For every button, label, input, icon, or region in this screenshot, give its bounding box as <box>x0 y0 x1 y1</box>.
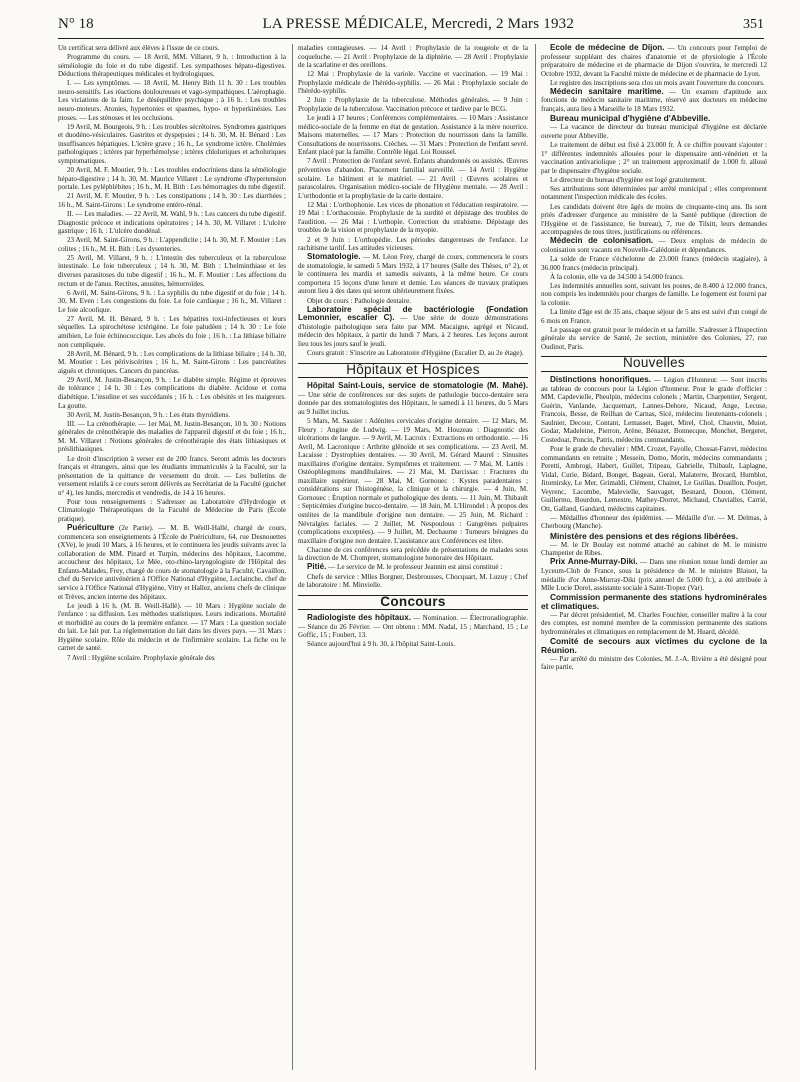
paragraph: Le traitement de début est fixé à 23.000 fr. À ce chiffre pouvant s'ajouter : 1° différentes indemnités allouées pour le dispensaire anti-vénérien et la vaccination antivariolique ; 2° un traitement approximatif de 1.000 fr. alloué par le dispensaire d'hygiène sociale. <box>541 140 767 175</box>
paragraph: Ses attributions sont déterminées par arrêté municipal ; elles comprennent notamment l'inspection médicale des écoles. <box>541 184 767 202</box>
article-paragraph <box>541 237 767 254</box>
article-heading: École de médecine de Dijon. <box>550 44 665 52</box>
journal-title: LA PRESSE MÉDICALE, Mercredi, 2 Mars 1932 <box>262 16 575 32</box>
paragraph: 7 Avril : Protection de l'enfant sevré. Enfants abandonnés ou assistés. Œuvres préventives d'abandon. Placement familial surveillé. — 14 Avril : Hygiène scolaire. Le bâtiment et le matériel. — 21 Avril : Œuvres scolaires et parascolaires. Organisation médico-sociale de l'Hygiène mentale. — 28 Avril : L'orthodontie et la prophylaxie de la carie dentaire. <box>298 157 528 200</box>
paragraph: 30 Avril, M. Justin-Besançon, 9 h. : Les états thyroïdiens. <box>67 410 231 419</box>
column-left <box>58 44 286 1074</box>
paragraph: Cours gratuit : S'inscrire au Laboratoire d'Hygiène (Escalier D, au 2e étage). <box>307 349 524 358</box>
article-heading: Distinctions honorifiques. <box>550 375 651 384</box>
column-middle <box>298 44 528 1074</box>
paragraph: II. — Les maladies. — 22 Avril, M. Wahl, 9 h. : Les cancers du tube digestif. Diagnostic précoce et indications opératoires ; 14 h. 30, M. Villaret : L'ulcère gastrique ; 16 h. : L'ulcère duodénal. <box>58 209 286 236</box>
issue-number: N° 18 <box>58 16 94 32</box>
paragraph: 27 Avril, M. H. Bénard, 9 h. : Les hépatites toxi-infectieuses et leurs séquelles. La spirochétose ictérigène. Le foie paludéen ; 14 h. 30 : Le foie amibien, Le foie échinococcique. Les abcès du foie ; 16 h. : La lithiase biliaire non compliquée. <box>58 314 286 349</box>
article-paragraph <box>298 306 528 349</box>
article-text: — Le service de M. le professeur Jeannin est ainsi constitué : <box>326 563 503 572</box>
paragraph: 21 Avril, M. F. Moutier, 9 h. : Les constipations ; 14 h. 30 : Les diarrhées ; 16 h., M. Saint-Girons : Le syndrome entéro-rénal. <box>58 192 286 209</box>
article-heading: Prix Anne-Murray-Diki. <box>550 557 638 567</box>
section-heading: Concours <box>298 595 528 611</box>
header-rule <box>58 38 764 39</box>
paragraph: — Par arrêté du ministre des Colonies, M. J.-A. Rivière a été désigné pour faire partie, <box>541 654 767 672</box>
paragraph: Séance aujourd'hui à 9 h. 30, à l'hôpital Saint-Louis. <box>307 640 456 649</box>
paragraph: À la colonie, elle va de 34.500 à 54.000 francs. <box>550 272 684 281</box>
article-heading: Comité de secours aux victimes du cyclone de la Réunion. <box>541 636 767 655</box>
article-heading: Médecin de colonisation. <box>550 236 654 246</box>
page-number: 351 <box>742 17 764 32</box>
paragraph: Le jeudi à 16 h. (M. B. Weill-Hallé). — 10 Mars : Hygiène sociale de l'enfance : sa diffusion. Les méthodes statistiques. Leurs indications. Mortalité et morbidité au cours de la première enfance. — 17 Mars : La question sociale du lait. Le lait pur. La réglementation du lait dans les divers pays. — 31 Mars : Hygiène scolaire. Rôle du médecin et de l'infirmière scolaire. La fiche ou le carnet de santé. <box>58 601 286 653</box>
article-paragraph <box>298 563 528 572</box>
paragraph: Objet du cours : Pathologie dentaire. <box>307 296 412 305</box>
paragraph: 12 Mai : Prophylaxie de la variole. Vaccine et vaccination. — 19 Mai : Prophylaxie médicale de l'hérédo-syphilis. — 26 Mai : Prophylaxie sociale de l'hérédo-syphilis. <box>298 70 528 96</box>
paragraph: 6 Avril, M. Saint-Girons, 9 h. : La syphilis du tube digestif et du foie ; 14 h. 30, M. Even : Les congestions du foie. Le foie cardiaque ; 16 h., M. Villaret : Le foie alcoolique. <box>58 288 286 314</box>
article-heading: Puériculture <box>67 523 115 533</box>
paragraph: Chacune de ces conférences sera précédée de présentations de malades sous la direction de M. Chompret, stomatologiste honoraire des Hôpitaux. <box>298 545 528 563</box>
paragraph: III. — La crénothérapie. — 1er Mai, M. Justin-Besançon, 10 h. 30 : Notions générales de crénothérapie des maladies de l'appareil digestif et du foie ; 16 h., M. M. Villaret : Notions générales de crénothérapie des états lithiasiques et préslithiasiques. <box>58 419 286 454</box>
article-heading: Médecin sanitaire maritime. <box>550 86 664 96</box>
article-heading: Pitié. <box>307 562 327 572</box>
paragraph: 20 Avril, M. F. Moutier, 9 h. : Les troubles endocriniens dans la séméiologie hépato-digestive ; 14 h. 30, M. Maurice Villaret : Le syndrome d'hypertension portale. Les pyléphlébites ; 16 h., M. H. Bith : Les hémorragies du tube digestif. <box>58 166 286 192</box>
paragraph: Le droit d'inscription à verser est de 200 francs. Seront admis les docteurs français et étrangers, ainsi que les étudiants immatriculés à la Faculté, sur la présentation de la quittance de versement du droit. — Les bulletins de versement relatifs à ce cours seront délivrés au Secrétariat de la Faculté (guichet n° 4), les lundis, mercredis et vendredis, de 14 à 16 heures. <box>58 454 286 497</box>
paragraph: I. — Les symptômes. — 18 Avril, M. Henry Bith 11 h. 30 : Les troubles neuro-sensitifs. Les réactions douloureuses et vago-sympathiques. L'aérophagie. Les viciations de la faim. Le déséquilibre psychique ; à 16 h. : Les troubles neuro-moteurs. Atonies, hypertonies et spasmes, hypo- et hyperkinésies. Les ptoses. — Les sténoses et les occlusions. <box>58 79 286 122</box>
article-heading: Radiologiste des hôpitaux. <box>307 613 411 623</box>
article-paragraph <box>58 524 286 601</box>
article-text: — Dans une réunion tenue lundi dernier au Lyceum-Club de France, sous la présidence de M. le ministre Blaisot, la médaille d'or Anne-Murray-Diki (prix annuel de 5.000 fr.), a été attribuée à Mlle Lucie Dorel, assistante sociale à Saint-Tropez (Var). <box>541 558 767 593</box>
paragraph: La limite d'âge est de 35 ans, chaque séjour de 5 ans est suivi d'un congé de 6 mois en France. <box>541 308 767 325</box>
article-text: — Nomination. — Électroradiographie. — Séance du 26 Février. — Ont obtenu : MM. Nadal, 15 ; Marchand, 15 ; Le Goffic, 15 ; Foubert, 13. <box>298 614 528 640</box>
section-heading: Nouvelles <box>541 356 767 372</box>
article-text: — Un examen d'aptitude aux fonctions de médecin sanitaire maritime, réservé aux docteurs en médecine français, aura lieu à Marseille le 18 Mars 1932. <box>541 87 767 114</box>
article-heading: Commission permanente des stations hydrominérales et climatiques. <box>541 592 767 611</box>
paragraph: 12 Mai : L'orthophonie. Les vices de phonation et l'éducation respiratoire. — 19 Mai : L'orthacousie. Prophylaxie de la surdité et dépistage des troubles de l'audition. — 26 Mai : L'orthopie. Correction du strabisme. Dépistage des troubles de la vision et prophylaxie de la myopie. <box>298 200 528 235</box>
article-paragraph <box>541 376 767 444</box>
paragraph: 2 Juin : Prophylaxie de la tuberculose. Méthodes générales. — 9 Juin : Prophylaxie de la tuberculose. Vaccination précoce et tardive par le BCG. <box>298 96 528 114</box>
paragraph: Le registre des inscriptions sera clos un mois avant l'ouverture du concours. <box>550 78 765 87</box>
paragraph: Le directeur du bureau d'hygiène est logé gratuitement. <box>550 175 707 184</box>
paragraph: maladies contagieuses. — 14 Avril : Prophylaxie de la rougeole et de la coqueluche. — 21 Avril : Prophylaxie de la diphtérie. — 28 Avril : Prophylaxie de la scarlatine et des oreillons. <box>298 44 528 70</box>
paragraph: Le jeudi à 17 heures ; Conférences complémentaires. — 10 Mars : Assistance médico-sociale de la femme en état de gestation. Assistance à la mère nourrice. Maisons maternelles. — 17 Mars : Protection du nourrisson dans la famille. Consultations de nourrissons. Crèches. — 31 Mars : Protection de l'enfant sevré. Enfant placé par la famille. Contrôle légal. Loi Roussel. <box>298 114 528 157</box>
paragraph: — M. le Dr Boulay est nommé attaché au cabinet de M. le ministre Champetier de Ribes. <box>541 540 767 558</box>
article-heading: Hôpital Saint-Louis, service de stomatologie (M. Mahé). <box>307 381 528 391</box>
article-text: — Deux emplois de médecin de colonisation sont vacants en Nouvelle-Calédonie et dépendances. <box>541 237 767 254</box>
paragraph: — Par décret présidentiel, M. Charles Fouchier, conseiller maître à la cour des comptes, est nommé membre de la commission permanente des stations hydrominérales et climatiques en remplacement de M. Huard, décédé. <box>541 610 767 637</box>
article-text: (2e Partie). — M. B. Weill-Hallé, chargé de cours, commencera son enseignements à l'École de Puériculture, 64, rue Desnouettes (XVe), le jeudi 10 Mars, à 16 heures, et le continuera les jeudis suivants avec la collaboration de MM. Pinard et Turpin, médecins des hôpitaux, Lacomme, accoucheur des hôpitaux, Le Mée, oto-rhino-laryngologiste de l'Hôpital des Enfants-Malades, Frey, chargé de cours de stomatologie à la Faculté, Cavaillon, chef du Service antivénérien à l'Office National d'Hygiène, Leclainche, chef de service à l'Office National d'Hygiène, Vitry et Hallez, anciens chefs de clinique et Trèves, ancien interne des hôpitaux. <box>58 524 286 601</box>
paragraph: 7 Avril : Hygiène scolaire. Prophylaxie générale des <box>67 653 215 662</box>
paragraph: La solde de France s'échelonne de 23.000 francs (médecin stagiaire), à 36.000 francs (médecin principal). <box>541 255 767 272</box>
article-text: — Un concours pour l'emploi de professeur suppléant des chaires d'anatomie et de physiologie à l'École préparatoire de médecine et de pharmacie de Dijon s'ouvrira, le mercredi 12 Octobre 1932, devant la Faculté mixte de médecine et de pharmacie de Lyon. <box>541 44 767 78</box>
paragraph: Chefs de service : Mlles Borgner, Desbrousses, Chocquart, M. Luzuy ; Chef de laboratoire : M. Minvielle. <box>298 572 528 590</box>
article-paragraph <box>541 44 767 78</box>
article-paragraph <box>298 253 528 296</box>
paragraph: — La vacance de directeur du bureau municipal d'hygiène est déclarée ouverte pour Abbeville. <box>541 123 767 140</box>
paragraph: — Médailles d'honneur des épidémies. — Médaille d'or. — M. Delmas, à Cherbourg (Manche). <box>541 513 767 531</box>
paragraph: Pour tous renseignements : S'adresser au Laboratoire d'Hydrologie et Climatologie Thérapeutiques de la Faculté de Médecine de Paris (École pratique). <box>58 497 286 524</box>
paragraph: Programme du cours. — 18 Avril, MM. Villaret, 9 h. : Introduction à la séméiologie du foie et du tube digestif. Les sympathoses hépato-digestives. Déductions thérapeutiques médicales et hydrologiques. <box>58 53 286 79</box>
paragraph: 25 Avril, M. Villaret, 9 h. : L'intestin des tuberculeux et la tuberculose intestinale. Le foie tuberculeux ; 14 h. 30, M. Bith : L'helminthiase et les diverses parasitoses du tube digestif ; 16 h., M. F. Moutier : Les affections du rectum et de l'anus. Rectites, anusites, hémorroïdes. <box>58 253 286 288</box>
column-divider <box>292 44 293 1070</box>
paragraph: 2 et 9 Juin : L'orthopédie. Les périodes dangereuses de l'enfance. Le rachitisme tardif. Les attitudes vicieuses. <box>298 235 528 253</box>
article-text: — Une série de douze démonstrations d'histologie pathologique sera faite par MM. Macaigne, agrégé et Nicaud, médecin des hôpitaux, à partir du lundi 7 Mars, à 2 heures. Les leçons auront lieu tous les jours sauf le jeudi. <box>298 314 528 348</box>
paragraph: 29 Avril, M. Justin-Besançon, 9 h. : Le diabète simple. Régime et épreuves de tolérance ; 14 h. 30 : Les complications du diabète. Acidose et coma diabétique. L'insuline et ses succédanés ; 16 h. : Les obésités et les maigreurs. La goutte. <box>58 375 286 410</box>
paragraph: Pour le grade de chevalier : MM. Crozet, Fayolle, Chossat-Farret, médecins commandants en retraite ; Messein, Domo, Morin, médecins commandants ; Peretti, Ambrogi, Habert, Guillet, Tripeau, Gabrielle, Thibault, Laplagne, Vidal, Curie, Bidard, Bonget, Bagean, Geral, Malaterre, Brocard, Humblot, Jitomirsky, Le Mer, Grimaldi, Clément, Chainet, Le Guillas, Duaillon, Poujet, Veyrenc, Lacombe, Malevielle, Sauvaget, Besnard, Douon, Clément, Guillermo, Bourdon, Lemestre, Mathey-Dorret, Michaud, Chavialles, Carrié, Ott, Galland, Gandard, médecins capitaines. <box>541 444 767 513</box>
article-text: — Légion d'Honneur. — Sont inscrits au tableau de concours pour la Légion d'honneur. Pour le grade d'officier : MM. Capdevielle, Pheulpin, médecins colonels ; Martin, Charpentier, Sergent, Guérin, Vanlande, Jacquemart, Lannes-Dehore, Nicaud, Ange, Lecuse, Francois, Besse, de Reilhan de Carnas, Sicé, médecins lieutenants-colonels ; Saulnier, Decour, Contant, Lemasset, Baget, Mirel, Chol, Chauvin, Muiot, Godar, Madeleine, Pierron, Arène, Bénazet, Bonnecque, Monchet, Bergeret, Costedoat, Poncin, Patris, médecins commandants. <box>541 376 767 444</box>
paragraph: 23 Avril, M. Saint-Girons, 9 h. : L'appendicite ; 14 h. 30, M. F. Moutier : Les colites ; 16 h., M. H. Bith : Les dysenteries. <box>58 236 286 253</box>
paragraph: 5 Mars, M. Sassier : Adénites cervicales d'origine dentaire. — 12 Mars, M. Fleury : Angine de Ludwig. — 19 Mars, M. Houzeau : Diagnostic des ulcérations de langue. — 9 Avril, M. Lacroix : Extractions en orthodontie. — 16 Avril, M. Lacronique : Arthrite glénoïde et ses complications. — 23 Avril, M. Lacaisse : Dystrophies dentaires. — 30 Avril, M. Gérard Maurel : Sinusites maxillaires d'origine dentaire. Symptômes et traitement. — 7 Mai, M. Lattès : Ostéophlegmons mandibulaires. — 21 Mai, M. Darcissac : Fractures du maxillaire supérieur. — 28 Mai, M. Gornouec : Kystes paradentaires ; considérations sur l'histogénèse, la clinique et la chirurgie. — 4 Juin, M. Gornouec : Éruption normale et pathologique des dents. — 11 Juin, M. Thibault : Septicémies d'origine bucco-dentaire. — 18 Juin, M. L'Hirondel : À propos des ostéites de la mandibule d'origine non dentaire. — 25 Juin, M. Richard : Névralgies faciales. — 2 Juillet, M. Nespoulous : Gangrènes pulpaires (complications exceptées). — 9 Juillet, M. Dechaume : Tumeurs bénignes du maxillaire d'origine non dentaire. L'assistance aux Conférences est libre. <box>298 416 528 545</box>
article-paragraph <box>541 558 767 592</box>
paragraph: Le passage est gratuit pour le médecin et sa famille. S'adresser à l'Inspection générale du service de Santé, 2e section, ministère des Colonies, 27, rue Oudinot, Paris. <box>541 325 767 351</box>
paragraph: 28 Avril, M. Bénard, 9 h. : Les complications de la lithiase biliaire ; 14 h. 30, M. Moutier : Les périviscérites ; 16 h., M. Saint-Girons : Les pancréatites aiguës et chroniques. Cancers du pancréas. <box>58 349 286 375</box>
page-header <box>58 16 764 38</box>
column-divider <box>535 44 536 1070</box>
paragraph: 19 Avril, M. Bourgeois, 9 h. : Les troubles sécrétoires. Syndromes gastriques et duodéno-vésiculaires. Gastrites et dyspepsies ; 14 h. 30, M. H. Bénard : Les insuffisances hépatiques. L'ictère grave ; 16 h., Le syndrome ictère. Cholémies pathologiques ; ictères par hyperhémolyse ; ictères chloluriques et acholuriques symptomatiques. <box>58 122 286 165</box>
article-paragraph <box>541 88 767 114</box>
article-heading: Laboratoire spécial de bactériologie (Fondation Lemonnier, escalier C). <box>298 304 528 323</box>
column-right <box>541 44 767 1074</box>
article-paragraph <box>298 382 528 416</box>
paragraph: Les indemnités annuelles sont, suivant les postes, de 8.400 à 12.000 francs, non compris les indemnités pour charges de famille. Le logement est fourni par la colonie. <box>541 281 767 307</box>
article-heading: Ministère des pensions et des régions libérées. <box>550 530 739 541</box>
article-text: — M. Léon Frey, chargé de cours, commencera le cours de stomatologie, le samedi 5 Mars 1932, à 17 heures (Salle des Thèses, n° 2), et le continuera les mardis et samedis suivants, à la même heure. Ce cours comportera 15 leçons d'une heure et demie. Les séances de travaux pratiques auront lieu à des dates qui seront ultérieurement fixées. <box>298 253 528 296</box>
article-text: — Une série de conférences sur des sujets de pathologie bucco-dentaire sera donnée par des stomatologistes des Hôpitaux, le samedi à 11 heures, du 5 Mars au 9 Juillet inclus. <box>298 390 528 416</box>
paragraph: Les candidats doivent être âgés de moins de cinquante-cinq ans. Ils sont priés d'adresser d'urgence au ministère de la Santé publique (direction de l'Hygiène et de l'assistance, 6e bureau), 7, rue de Tilsitt, leurs demandes accompagnées de tous titres, justifications ou références. <box>541 202 767 237</box>
article-heading: Stomatologie. <box>307 252 361 262</box>
article-heading: Bureau municipal d'hygiène d'Abbeville. <box>550 113 711 124</box>
paragraph: Un certificat sera délivré aux élèves à l'issue de ce cours. <box>58 44 220 52</box>
article-paragraph <box>298 614 528 640</box>
section-heading: Hôpitaux et Hospices <box>298 363 528 379</box>
